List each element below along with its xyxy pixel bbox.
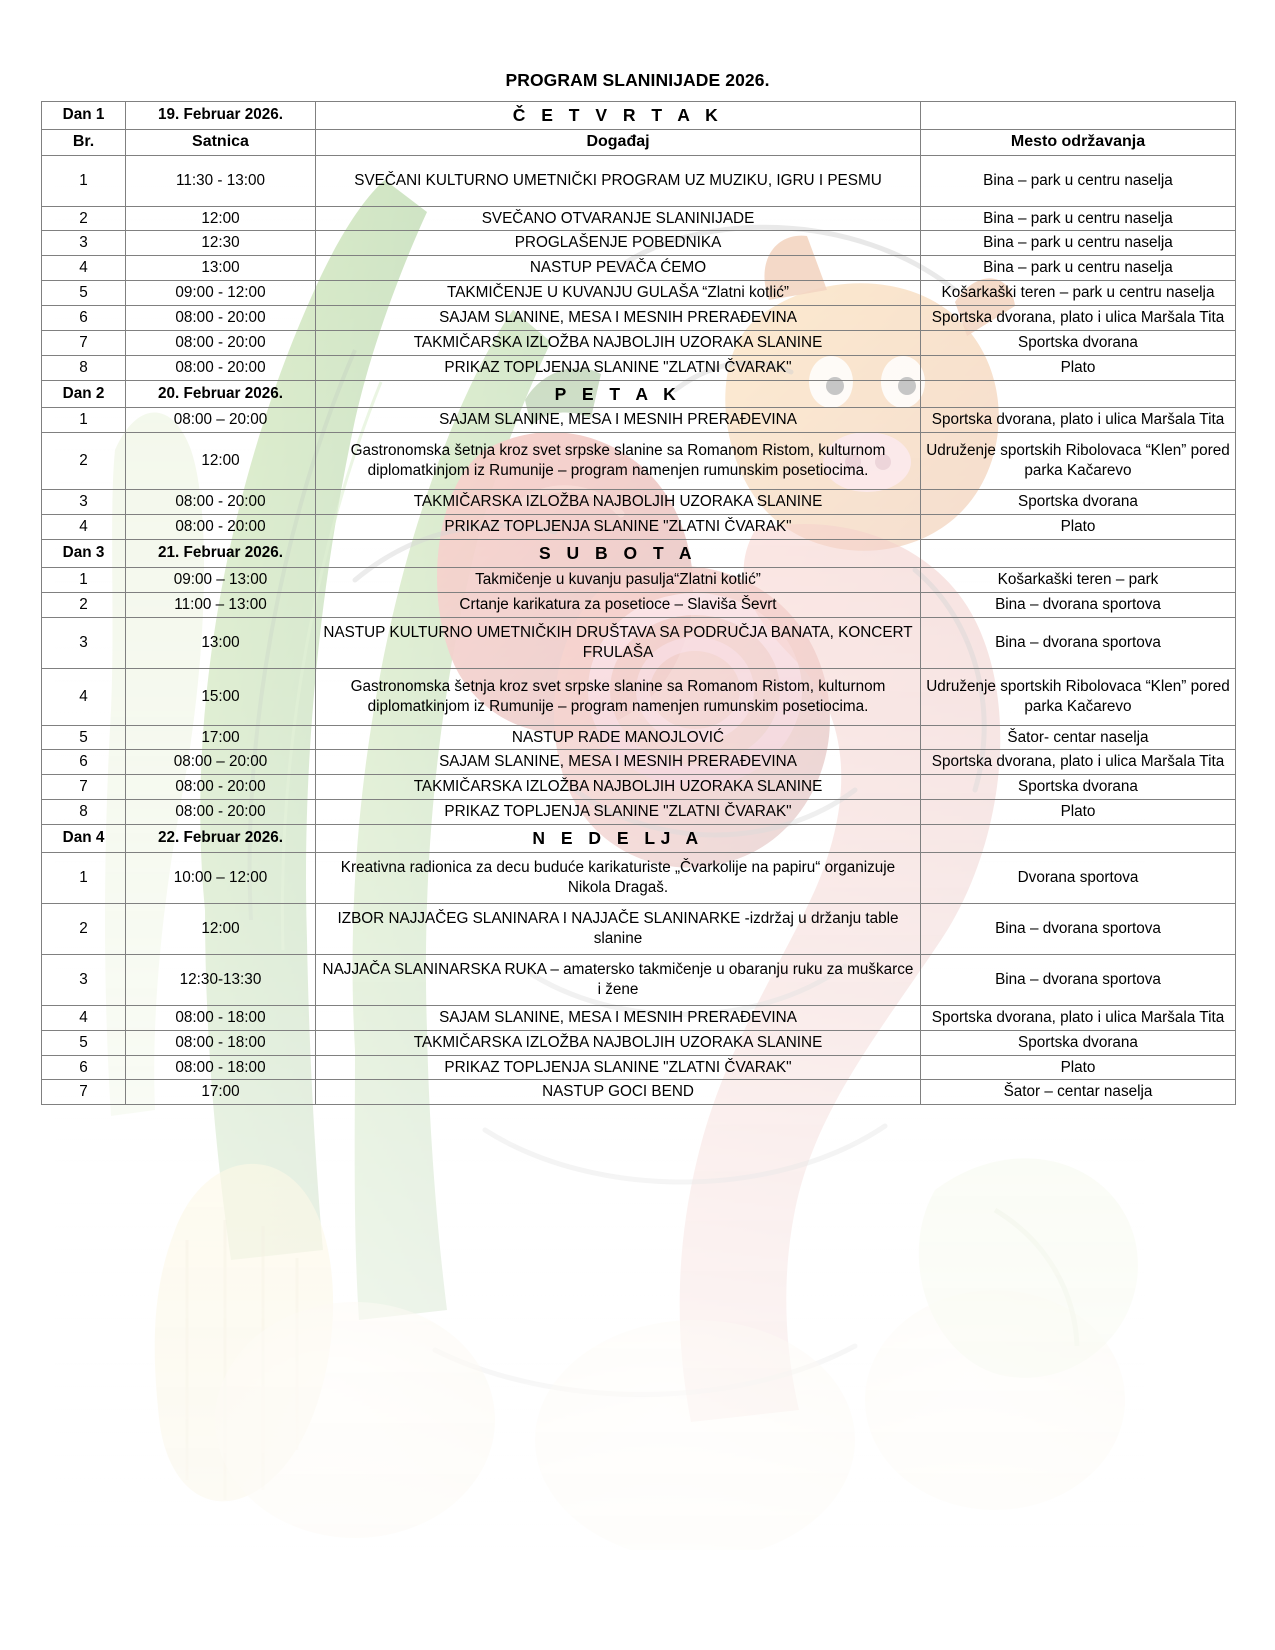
row-time: 08:00 - 20:00 xyxy=(126,355,316,380)
row-number: 5 xyxy=(42,725,126,750)
day-name: Č E T V R T A K xyxy=(316,102,921,130)
row-number: 2 xyxy=(42,433,126,490)
row-time: 12:00 xyxy=(126,903,316,954)
row-time: 13:00 xyxy=(126,256,316,281)
row-location: Dvorana sportova xyxy=(921,852,1236,903)
row-number: 5 xyxy=(42,281,126,306)
row-event: NASTUP PEVAČA ĆEMO xyxy=(316,256,921,281)
row-location: Plato xyxy=(921,515,1236,540)
row-event: TAKMIČARSKA IZLOŽBA NAJBOLJIH UZORAKA SLANINE xyxy=(316,490,921,515)
day-header-row xyxy=(42,540,1236,568)
row-event: TAKMIČARSKA IZLOŽBA NAJBOLJIH UZORAKA SLANINE xyxy=(316,330,921,355)
row-event: Takmičenje u kuvanju pasulja“Zlatni kotlić” xyxy=(316,567,921,592)
day-name: S U B O T A xyxy=(316,540,921,568)
row-number: 6 xyxy=(42,1055,126,1080)
row-location: Sportska dvorana, plato i ulica Maršala Tita xyxy=(921,1005,1236,1030)
day-header-row xyxy=(42,102,1236,130)
row-location: Bina – dvorana sportova xyxy=(921,954,1236,1005)
day-header-empty-cell xyxy=(921,380,1236,408)
day-header-empty-cell xyxy=(921,825,1236,853)
row-event: Gastronomska šetnja kroz svet srpske slanine sa Romanom Ristom, kulturnom diplomatkinjom iz Rumunije – program namenjen rumunskim posetiocima. xyxy=(316,433,921,490)
row-event: PRIKAZ TOPLJENJA SLANINE "ZLATNI ČVARAK" xyxy=(316,1055,921,1080)
row-number: 3 xyxy=(42,617,126,668)
row-number: 4 xyxy=(42,515,126,540)
table-row xyxy=(42,256,1236,281)
row-location: Udruženje sportskih Ribolovaca “Klen” pored parka Kačarevo xyxy=(921,668,1236,725)
row-time: 09:00 - 12:00 xyxy=(126,281,316,306)
day-name: P E T A K xyxy=(316,380,921,408)
table-row xyxy=(42,775,1236,800)
row-location: Košarkaški teren – park u centru naselja xyxy=(921,281,1236,306)
row-time: 12:00 xyxy=(126,433,316,490)
column-header-row xyxy=(42,129,1236,155)
row-number: 1 xyxy=(42,852,126,903)
row-event: SVEČANI KULTURNO UMETNIČKI PROGRAM UZ MUZIKU, IGRU I PESMU xyxy=(316,155,921,206)
day-header-row xyxy=(42,380,1236,408)
row-event: Crtanje karikatura za posetioce – Slaviša Ševrt xyxy=(316,592,921,617)
row-location: Bina – park u centru naselja xyxy=(921,256,1236,281)
row-time: 08:00 - 18:00 xyxy=(126,1055,316,1080)
row-time: 10:00 – 12:00 xyxy=(126,852,316,903)
table-row xyxy=(42,281,1236,306)
day-name: N E D E LJ A xyxy=(316,825,921,853)
row-event: TAKMIČENJE U KUVANJU GULAŠA “Zlatni kotlić” xyxy=(316,281,921,306)
row-time: 08:00 - 20:00 xyxy=(126,775,316,800)
column-header-no: Br. xyxy=(42,129,126,155)
day-label: Dan 1 xyxy=(42,102,126,130)
day-date: 21. Februar 2026. xyxy=(126,540,316,568)
row-location: Plato xyxy=(921,1055,1236,1080)
row-time: 17:00 xyxy=(126,1080,316,1105)
row-time: 11:00 – 13:00 xyxy=(126,592,316,617)
table-row xyxy=(42,231,1236,256)
day-header-empty-cell xyxy=(921,540,1236,568)
row-event: Gastronomska šetnja kroz svet srpske slanine sa Romanom Ristom, kulturnom diplomatkinjom iz Rumunije – program namenjen rumunskim posetiocima. xyxy=(316,668,921,725)
table-row xyxy=(42,567,1236,592)
table-row xyxy=(42,1005,1236,1030)
row-number: 2 xyxy=(42,206,126,231)
table-row xyxy=(42,852,1236,903)
row-time: 08:00 - 20:00 xyxy=(126,306,316,331)
row-event: Kreativna radionica za decu buduće karikaturiste „Čvarkolije na papiru“ organizuje Nikola Dragaš. xyxy=(316,852,921,903)
row-number: 8 xyxy=(42,800,126,825)
row-number: 2 xyxy=(42,903,126,954)
day-date: 20. Februar 2026. xyxy=(126,380,316,408)
table-row xyxy=(42,155,1236,206)
row-event: SAJAM SLANINE, MESA I MESNIH PRERAĐEVINA xyxy=(316,306,921,331)
row-time: 08:00 - 18:00 xyxy=(126,1030,316,1055)
row-location: Sportska dvorana, plato i ulica Maršala Tita xyxy=(921,408,1236,433)
row-location: Plato xyxy=(921,800,1236,825)
row-event: IZBOR NAJJAČEG SLANINARA I NAJJAČE SLANINARKE -izdržaj u držanju table slanine xyxy=(316,903,921,954)
row-location: Udruženje sportskih Ribolovaca “Klen” pored parka Kačarevo xyxy=(921,433,1236,490)
row-number: 6 xyxy=(42,306,126,331)
row-number: 4 xyxy=(42,668,126,725)
row-location: Bina – dvorana sportova xyxy=(921,617,1236,668)
row-number: 4 xyxy=(42,256,126,281)
row-number: 1 xyxy=(42,408,126,433)
table-row xyxy=(42,668,1236,725)
day-date: 19. Februar 2026. xyxy=(126,102,316,130)
table-row xyxy=(42,800,1236,825)
table-row xyxy=(42,954,1236,1005)
row-number: 2 xyxy=(42,592,126,617)
row-location: Bina – park u centru naselja xyxy=(921,231,1236,256)
row-event: NASTUP GOCI BEND xyxy=(316,1080,921,1105)
day-label: Dan 4 xyxy=(42,825,126,853)
row-location: Sportska dvorana, plato i ulica Maršala Tita xyxy=(921,750,1236,775)
row-number: 7 xyxy=(42,330,126,355)
row-location: Sportska dvorana, plato i ulica Maršala Tita xyxy=(921,306,1236,331)
row-location: Šator- centar naselja xyxy=(921,725,1236,750)
row-time: 09:00 – 13:00 xyxy=(126,567,316,592)
table-row xyxy=(42,750,1236,775)
row-time: 08:00 - 20:00 xyxy=(126,515,316,540)
program-schedule-table xyxy=(41,101,1236,1105)
row-number: 7 xyxy=(42,1080,126,1105)
row-time: 11:30 - 13:00 xyxy=(126,155,316,206)
table-row xyxy=(42,617,1236,668)
row-number: 7 xyxy=(42,775,126,800)
row-event: PRIKAZ TOPLJENJA SLANINE "ZLATNI ČVARAK" xyxy=(316,355,921,380)
row-location: Sportska dvorana xyxy=(921,1030,1236,1055)
row-location: Košarkaški teren – park xyxy=(921,567,1236,592)
row-location: Sportska dvorana xyxy=(921,490,1236,515)
table-row xyxy=(42,206,1236,231)
row-time: 08:00 - 20:00 xyxy=(126,800,316,825)
day-header-row xyxy=(42,825,1236,853)
table-row xyxy=(42,592,1236,617)
column-header-event: Događaj xyxy=(316,129,921,155)
row-time: 13:00 xyxy=(126,617,316,668)
row-event: TAKMIČARSKA IZLOŽBA NAJBOLJIH UZORAKA SLANINE xyxy=(316,1030,921,1055)
row-time: 08:00 - 20:00 xyxy=(126,490,316,515)
table-row xyxy=(42,330,1236,355)
row-time: 15:00 xyxy=(126,668,316,725)
row-location: Bina – dvorana sportova xyxy=(921,903,1236,954)
row-event: SAJAM SLANINE, MESA I MESNIH PRERAĐEVINA xyxy=(316,408,921,433)
row-event: NASTUP KULTURNO UMETNIČKIH DRUŠTAVA SA PODRUČJA BANATA, KONCERT FRULAŠA xyxy=(316,617,921,668)
row-number: 1 xyxy=(42,155,126,206)
column-header-time: Satnica xyxy=(126,129,316,155)
table-row xyxy=(42,515,1236,540)
row-event: SAJAM SLANINE, MESA I MESNIH PRERAĐEVINA xyxy=(316,1005,921,1030)
table-row xyxy=(42,306,1236,331)
row-number: 1 xyxy=(42,567,126,592)
day-label: Dan 2 xyxy=(42,380,126,408)
row-location: Plato xyxy=(921,355,1236,380)
row-number: 8 xyxy=(42,355,126,380)
row-event: PROGLAŠENJE POBEDNIKA xyxy=(316,231,921,256)
row-number: 6 xyxy=(42,750,126,775)
row-number: 3 xyxy=(42,954,126,1005)
row-event: SVEČANO OTVARANJE SLANINIJADE xyxy=(316,206,921,231)
day-date: 22. Februar 2026. xyxy=(126,825,316,853)
row-location: Bina – park u centru naselja xyxy=(921,206,1236,231)
table-row xyxy=(42,1080,1236,1105)
row-event: NAJJAČA SLANINARSKA RUKA – amatersko takmičenje u obaranju ruku za muškarce i žene xyxy=(316,954,921,1005)
page-title: PROGRAM SLANINIJADE 2026. xyxy=(505,70,770,90)
row-number: 5 xyxy=(42,1030,126,1055)
table-row xyxy=(42,1055,1236,1080)
table-row xyxy=(42,490,1236,515)
row-event: PRIKAZ TOPLJENJA SLANINE "ZLATNI ČVARAK" xyxy=(316,800,921,825)
row-location: Bina – dvorana sportova xyxy=(921,592,1236,617)
row-event: TAKMIČARSKA IZLOŽBA NAJBOLJIH UZORAKA SLANINE xyxy=(316,775,921,800)
column-header-location: Mesto održavanja xyxy=(921,129,1236,155)
row-time: 12:30 xyxy=(126,231,316,256)
row-event: SAJAM SLANINE, MESA I MESNIH PRERAĐEVINA xyxy=(316,750,921,775)
row-time: 08:00 - 18:00 xyxy=(126,1005,316,1030)
table-row xyxy=(42,355,1236,380)
row-time: 08:00 – 20:00 xyxy=(126,408,316,433)
row-number: 3 xyxy=(42,490,126,515)
row-number: 3 xyxy=(42,231,126,256)
table-row xyxy=(42,1030,1236,1055)
table-row xyxy=(42,903,1236,954)
table-row xyxy=(42,725,1236,750)
row-location: Sportska dvorana xyxy=(921,330,1236,355)
row-location: Bina – park u centru naselja xyxy=(921,155,1236,206)
row-time: 08:00 – 20:00 xyxy=(126,750,316,775)
table-row xyxy=(42,408,1236,433)
row-event: PRIKAZ TOPLJENJA SLANINE "ZLATNI ČVARAK" xyxy=(316,515,921,540)
day-header-empty-cell xyxy=(921,102,1236,130)
row-event: NASTUP RADE MANOJLOVIĆ xyxy=(316,725,921,750)
row-location: Sportska dvorana xyxy=(921,775,1236,800)
row-time: 12:00 xyxy=(126,206,316,231)
row-time: 08:00 - 20:00 xyxy=(126,330,316,355)
row-time: 12:30-13:30 xyxy=(126,954,316,1005)
row-number: 4 xyxy=(42,1005,126,1030)
row-location: Šator – centar naselja xyxy=(921,1080,1236,1105)
day-label: Dan 3 xyxy=(42,540,126,568)
table-row xyxy=(42,433,1236,490)
row-time: 17:00 xyxy=(126,725,316,750)
